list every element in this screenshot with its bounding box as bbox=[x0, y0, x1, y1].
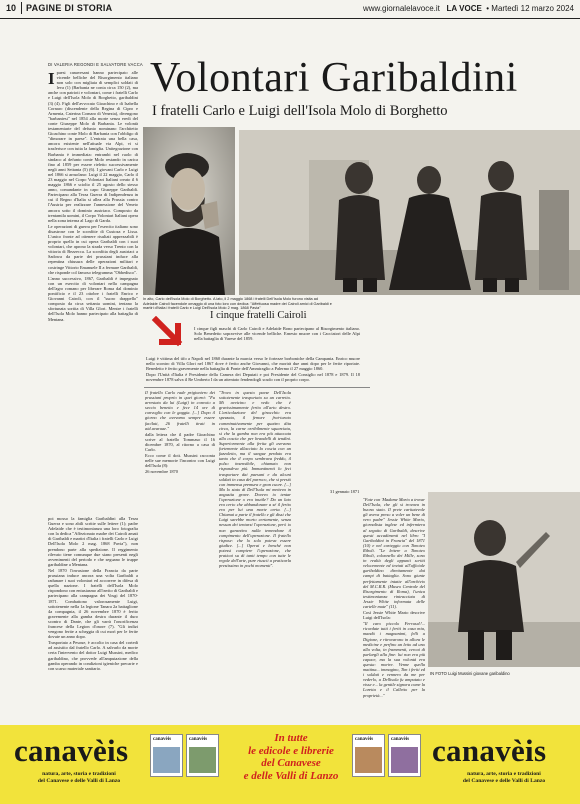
paragraph: L'anno successivo, 1867, Garibaldi è impegnato con un esercito di volontari nella campagna dell'agro romano per liberare Roma dal dominio pontificio e il 23 ottobre i fratelli Enrico e Giovanni Cairoli, con il "suoro drappello" composto da circa settanta uomini, tentano la sfortunata sortita di Villa Glori. Mentre i fratelli dell'Isola Molo hanno partecipato alla battaglia di Mentana. bbox=[48, 275, 138, 322]
promo-line: le edicole e librerie bbox=[248, 744, 334, 757]
paragraph: Ecco come il dott. Mussini racconta nelle sue memorie l'incontro con Luigi dell'Isola (8): bbox=[145, 453, 215, 469]
paragraph bbox=[295, 390, 359, 395]
byline: DI VALERIA REGONDI E SALVATORE VACCA bbox=[48, 62, 143, 67]
issue-date: Martedì 12 marzo 2024 bbox=[491, 4, 574, 13]
box-text-top bbox=[194, 326, 360, 356]
cover-label: canavèis bbox=[153, 737, 172, 742]
red-arrow-icon bbox=[150, 316, 184, 350]
paragraph: Nel 1870 l'invasione della Francia da parte prussiana induce ancora una volta Garibaldi a radunare i suoi volontari ed accorrere in difesa di quella nazione. I fratelli dell'Isola Molo rispondono con entusiasmo all'invito di Garibaldi e partecipano alla campagna dei Vosgi del 1870-1871. Combattono valorosamente Luigi, sottotenente nella 1a legione Tanara 2a battaglione 4a compagnia, il 26 novembre 1870 è ferito gravemente alla gamba destra durante il duro scontro di Dante, che gli varrà l'onorificenza francese della Legion d'onore (7). "Gli indizi vengono ferite a scheggia di cui morì per le ferite dovute un anno dopo. bbox=[48, 567, 138, 640]
box-paragraph: Dopo l'Unità d'Italia è Presidente della Camera dei Deputati e poi Presidente del Consiglio nel 1878 e 1879. Il 18 novembre 1878 salva il Re Umberto I da un attentato fendendogli scudo con il proprio corpo. bbox=[146, 372, 360, 383]
date-signature: 31 gennaio 1871 bbox=[330, 489, 360, 494]
tagline-line: natura, arte, storia e tradizioni bbox=[467, 771, 541, 777]
paragraph: Le operazioni di guerra per l'esercito italiano sono disastrose con le sconfitte di Custoza e Lissa. L'unico fronte ad ottenere risultati apprezzabili è proprio quello in cui opera Garibaldi con i suoi volontari, che aprono la strada verso Trento con la vittoria di Bezzecca. La sconfitta degli austriaci a Sadowa da parte dei prussiani induce alla repentina chiusura delle operazioni militari e costringe Vittorio Emanuele II a fermare Garibaldi, che risponde col famoso telegramma "Obbedisco". bbox=[48, 223, 138, 275]
paragraph: 26 novembre 1870 bbox=[145, 469, 178, 475]
magazine-cover bbox=[388, 734, 421, 777]
paragraph: dalla lettera che il padre Gioachino scrive al fratello Tommaso il 16 dicembre 1870, al ritorno a casa di Carlo. bbox=[145, 431, 215, 453]
article-column-5 bbox=[295, 390, 359, 722]
promo-line: e delle Valli di Lanzo bbox=[243, 769, 339, 782]
cover-label: canavèis bbox=[391, 737, 410, 742]
paragraph: Il fratello Carlo rade prigioniero dei prussiani proprio in quei giorni: "Fu arrestato da lui (Luigi) in convoio a seccio benetto e fece 14 ore di convoglio con le gaggia. [...] Dopo il giorno che avevamo sempre essere facilati, 26 fratelli tirati in aid.avaraae." bbox=[145, 390, 215, 431]
magazine-cover bbox=[352, 734, 385, 777]
page-header bbox=[0, 0, 580, 19]
paper-name: LA VOCE bbox=[446, 4, 482, 13]
cover-label: canavèis bbox=[189, 737, 208, 742]
article-title: Volontari Garibaldini bbox=[150, 55, 518, 101]
box-paragraph: I cinque figli maschi di Carlo Cairoli e Adelaide Bono partecipano al Risorgimento italiano. Solo Benedetto sopravvive alle vicende belliche. Ernesto muore con i Cacciatori delle Alpi nella battaglia di Varese del 1859. bbox=[194, 326, 360, 342]
article-column-1 bbox=[48, 70, 138, 515]
article-column-6 bbox=[363, 497, 425, 722]
website-link[interactable]: www.giornalelavoce.it bbox=[362, 4, 440, 13]
cover-image bbox=[391, 747, 418, 773]
ad-tagline-right bbox=[436, 771, 572, 785]
article-column-3 bbox=[145, 390, 215, 722]
ad-tagline-left bbox=[14, 771, 144, 785]
cover-image bbox=[189, 747, 216, 773]
box-text-bottom bbox=[146, 356, 360, 386]
drop-cap: I bbox=[48, 70, 55, 88]
magazine-cover bbox=[150, 734, 183, 777]
caption-text: In alto, Carlo dell'Isola Molo di Borghetto. A lato, il 2 maggio 1868 i fratelli Dell'Isola Molo furono visita ad Adelaide Cairoli facendole omaggio di una foto loro con dedica: "Affettuosa madre dei Cairoli amici di Garibaldi e martiri d'Italia i fratelli Carlo e Luigi Dell'Isola Molo 2 mag. 1868 Pavia" bbox=[143, 297, 332, 311]
magazine-cover bbox=[186, 734, 219, 777]
ad-logo-left: canavèis bbox=[14, 733, 129, 768]
cover-image bbox=[153, 747, 180, 773]
portrait-photo-carlo bbox=[143, 127, 235, 295]
box-divider bbox=[144, 387, 370, 388]
tagline-line: del Canavese e delle Valli di Lanzo bbox=[462, 778, 546, 784]
tagline-line: del Canavese e delle Valli di Lanzo bbox=[37, 778, 121, 784]
section-title: PAGINE DI STORIA bbox=[26, 3, 113, 13]
ad-logo-right: canavèis bbox=[432, 733, 547, 768]
header-right: www.giornalelavoce.it LA VOCE • Martedì 12 marzo 2024 bbox=[362, 4, 574, 13]
ad-promo-text bbox=[236, 732, 346, 782]
paragraph: "Il caro piccolo Ferrusu!!... ricordate tutti i feriti in casa mia, mandò i magnanimi, felli a Digione, e ritrovarono in allora le medicine e perfino un letto ad uno alla volta, in frammenti, cercai di parlargli alla fine: lui non era più capace, ma la sua volontà era questa: morire. Venne quella mattina... immagino, Tim i feriti ed i soldati e vennero da me per vederlo, a Dellisola fu amputato e visse e... la gentile signora come la Loretta e il Calletto per la proprietà..." bbox=[363, 621, 425, 698]
paragraph: poi mosso la famiglia Garibaldini alla Terza Guerra e sono abili scritte sulle lettere (1); padre Adelaide che è testimonianza una loro fotografia con la dedica "Affezionato madre dei Cairoli amati di Garibaldi e martiri d'Italia i fratelli Carlo e Luigi Dell'Isola Molo 2 mag. 1868 Pavia"), non prendono parte alla spedizione. Il reggimento rilevato tiene comunque due siano presenti negli avvenimenti del periodo e che seguano le truppe garibaldine a Mentana. bbox=[48, 516, 138, 567]
group-photo-brothers bbox=[239, 130, 580, 295]
paragraph: Trasportato a Pesoue, è accolto in casa del cortedi ad assistito dal fratello Carlo. A salvarlo da morte certa l'intervento del dottor Luigi Mussini, medico garibaldino, che provvede all'amputazione della gamba operando in condizioni igieniche precarie e con scarso materiale sanitario. bbox=[48, 640, 138, 671]
promo-line: In tutte bbox=[274, 732, 308, 744]
photo-caption-2: IN FOTO Luigi Mussini giovane garibaldino bbox=[430, 671, 510, 676]
header-divider bbox=[21, 2, 22, 14]
paragraph: "Trovo in questo paese Dell'Isola sottotenente trasportato su un carretto. Mi avvicino e vedo che è gravissimamente ferito all'arto destro. L'articolazione del ginocchio era spezzata, il femore frat-turato comminutivamente per quattro dita circa, la carne orribilmente squarciata, si che la gamba non era più attaccata alla coscia che per brandelli di tendini. Superiormente alla ferita gli avevano fortemente allacciato la coscia con un fazzoletto, ma il sangue perduto era tanto che il corpo sembrava freddo, il polso insensibile, chiamato non rispondeva più. Immantinenti lo feci trasportare dai paesani e da alcuni soldati in casa del parroco, che si prestò con immensa premura e gran cuore. [...] Ma lo stato di Dell'Isola mi metteva in angustia grave. Dovevo io tentar l'operazione o era inutile? Da un lato era certo che abbandonare a sé il ferito era per lui una morte certa. [...] Chiamai a parte il fratello e gli dissi che Luigi sarebbe morto certamente, senza nessun dei tentarsi l'operazione, però io non garantivo nulla temendone il compimento dell'operazione. Il fratello rispose: che lo solo poteva essere giudice. [...] Operai e benché non potessi compiere l'operazione, che praticai su di tanti tempo con tutte le regole dell'arte, pure riuscii a praticarla prestissimo in pochi momenti". bbox=[219, 390, 291, 569]
box-heading bbox=[206, 309, 356, 323]
paragraph: "Fate con 'Madame Mario a trovar Dell'Isola, che gli si trovava in buono stato. Il prete caritatevole gli aveva preso a voler un bene di vero padre" Jessie White Mario, giornalista inglese ed infermiera al seguito di Garibaldi, descrive questi accadimenti nel libro "I Garibaldini in Francia" del 1871 (10) e nel carteggio con Timoteo Riboli. "Le lettere a Timoteo Riboli, colonnello dei Mille, sono in realtà degli appunti scritti velocemente ed inviati all'ufficiale garibaldino direttamente dai campi di battaglia. Sono giunte perfettamente intatte all'archivio del M.C.R.R. (Museo Centrale del Risorgimento di Roma), l'unica testimonianza rintracciata di Jessie White informata delle cartelle mute" (11). bbox=[363, 497, 425, 609]
page-number: 10 bbox=[6, 3, 17, 13]
article-column-4 bbox=[219, 390, 291, 722]
box-paragraph: Luigi è vittima del tifo a Napoli nel 1860 durante la marcia verso le fortezze borboniche della Campania. Enrico muore nello scontro di Villa Glori nel 1867 dove è ferito anche Giovanni, che morirà due anni dopo per le ferite riportate. Benedetto è ferito gravemente nella battaglia di Ponte dell'Ammiraglio a Palermo il 27 maggio 1860. bbox=[146, 356, 360, 372]
promo-line: del Canavese bbox=[261, 757, 321, 769]
tagline-line: natura, arte, storia e tradizioni bbox=[42, 771, 116, 777]
paragraph: Così Jessie White Mario descrive Luigi dell'Isola: bbox=[363, 610, 425, 621]
box-heading-text: I cinque fratelli Cairoli bbox=[210, 310, 307, 321]
cover-label: canavèis bbox=[355, 737, 374, 742]
article-subtitle: I fratelli Carlo e Luigi dell'Isola Molo di Borghetto bbox=[152, 103, 448, 119]
advertisement-banner[interactable] bbox=[0, 725, 580, 804]
article-column-2 bbox=[48, 516, 138, 720]
cover-image bbox=[355, 747, 382, 773]
paragraph: paesi canavesani hanno partecipato alle vicende belliche del Risorgimento italiano non solo con migliaia di semplici soldati di leva (1) (Barbania ne conta circa 150 (2), ma anche con patrioti e volontari, come i fratelli Carlo e Luigi dell'Isola Molo di Borghetto, garibaldini (3) (4). Figli dell'avvocato Gioachino e di Isabella Cornaro (discendente della Regina di Cipro e Armenia, Caterina Cornaro di Venezia), divengono "barbaniesi" nel 1854 alla morte senza eredi del conte Giuseppe Molo di Barbania. Le volontà testamentarie del defunto nominano l'architetto Gioachino conte Molo di Barbania con l'obbligo di "dimorare in paese". L'entrata una bella casa, ancora esistente nell'attuale via Alpi, vi si trasferisce con tutta la famiglia. Unitegrazione con Barbania è immediata: entrambi nel ruolo di sindaco al defunto conte Molo restando in carica fino al 1859 per essere rieletto successivamente negli anni Settanta (5) (6). I giovani Carlo e Luigi nel 1866 si arruolano: Luigi il 22 maggio, Carlo il 23 maggio nel Corpo Volontari Italiani creato il 6 maggio 1866 e sciolto il 25 agosto dello stesso anno, comandante in capo Giuseppe Garibaldi. Partecipano alla Terza Guerra di Indipendenza in cui il Regno d'Italia si allea alla Prussia contro l'Austria per realizzare l'annessione del Veneto ancora sotto il dominio austriaco. Composto da trentamila uomini, il Corpo Volontari Italiani opera nella zona interna al Lago di Garda. bbox=[48, 70, 138, 223]
photo-luigi-mussini bbox=[428, 492, 580, 667]
